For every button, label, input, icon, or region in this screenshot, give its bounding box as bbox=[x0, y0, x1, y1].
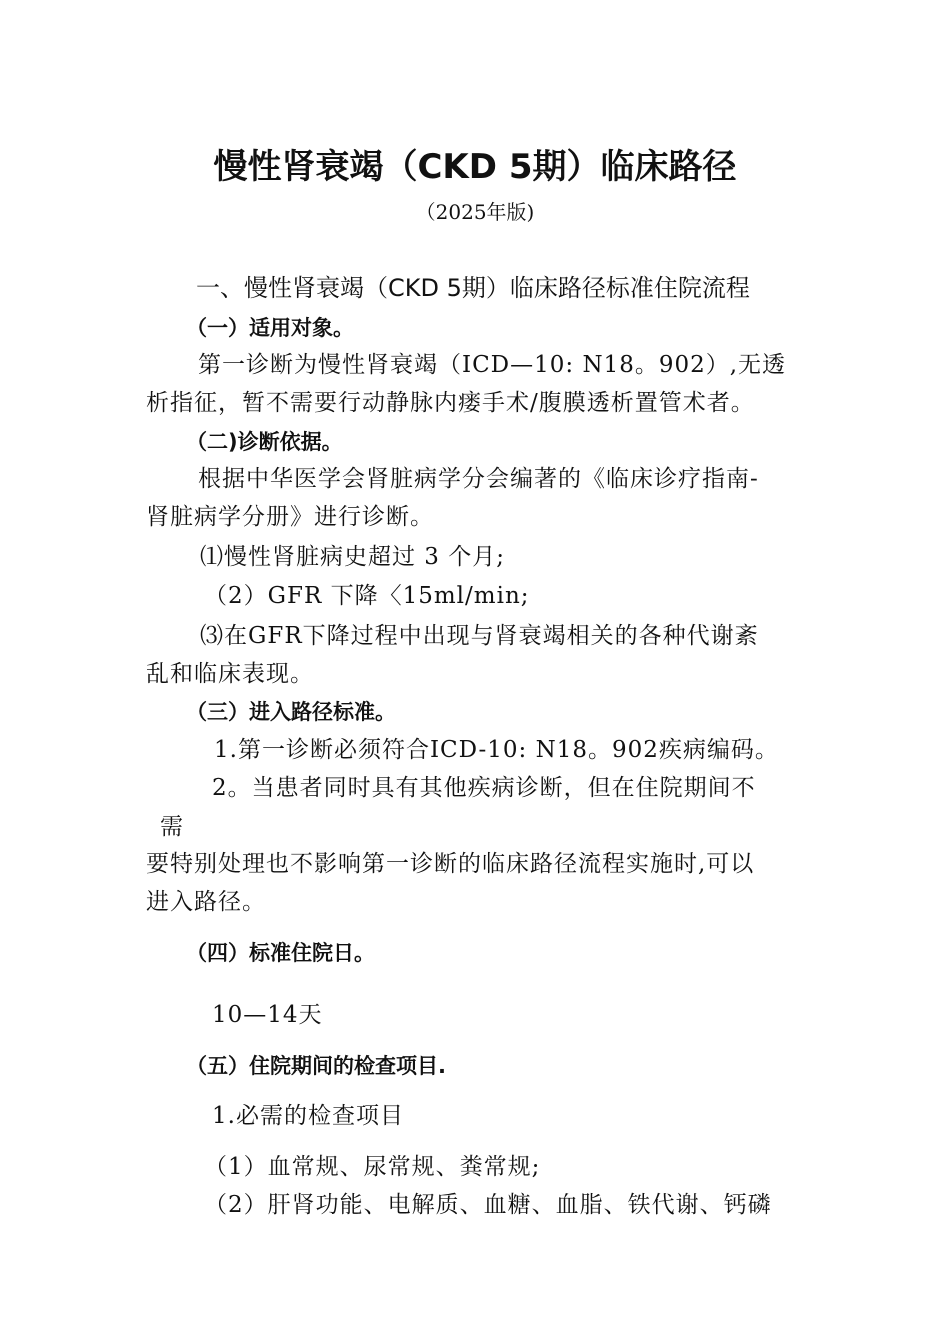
list-item: ⑶在GFR下降过程中出现与肾衰竭相关的各种代谢紊 bbox=[200, 623, 759, 649]
paragraph-line: 要特别处理也不影响第一诊断的临床路径流程实施时,可以 bbox=[146, 851, 755, 877]
list-item: （2）肝肾功能、电解质、血糖、血脂、铁代谢、钙磷 bbox=[204, 1192, 772, 1218]
subsection-heading-examinations: （五）住院期间的检查项目. bbox=[186, 1054, 446, 1078]
subsection-heading-entry-criteria: （三）进入路径标准。 bbox=[186, 700, 396, 724]
section-heading: 一、慢性肾衰竭（CKD 5期）临床路径标准住院流程 bbox=[196, 274, 750, 302]
list-item: ⑴慢性肾脏病史超过 3 个月; bbox=[200, 544, 506, 570]
subsection-heading-diagnosis-basis: （二)诊断依据。 bbox=[186, 430, 343, 454]
document-edition: （2025年版) bbox=[415, 200, 535, 224]
paragraph-line: 析指征，暂不需要行动静脉内瘘手术/腹膜透析置管术者。 bbox=[146, 390, 755, 416]
paragraph-line: 乱和临床表现。 bbox=[146, 661, 314, 687]
list-item: 2。当患者同时具有其他疾病诊断，但在住院期间不 bbox=[212, 775, 756, 801]
paragraph-line: 进入路径。 bbox=[146, 889, 266, 915]
list-item: 1.第一诊断必须符合ICD-10: N18。902疾病编码。 bbox=[214, 737, 779, 763]
list-item: （2）GFR 下降〈15ml/min; bbox=[204, 583, 530, 609]
subsection-heading-hospital-stay: （四）标准住院日。 bbox=[186, 941, 375, 965]
paragraph-line: 根据中华医学会肾脏病学分会编著的《临床诊疗指南- bbox=[198, 466, 759, 492]
paragraph-line: 肾脏病学分册》进行诊断。 bbox=[146, 504, 434, 530]
paragraph-line: 需 bbox=[160, 814, 184, 840]
document-title: 慢性肾衰竭（CKD 5期）临床路径 bbox=[213, 147, 737, 187]
paragraph-line: 第一诊断为慢性肾衰竭（ICD—10: N18。902）,无透 bbox=[198, 352, 787, 378]
subsection-heading-applicable-subjects: （一）适用对象。 bbox=[186, 316, 354, 340]
list-item: 1.必需的检查项目 bbox=[212, 1103, 404, 1129]
paragraph-line: 10—14天 bbox=[212, 1002, 323, 1028]
list-item: （1）血常规、尿常规、粪常规; bbox=[204, 1154, 541, 1180]
